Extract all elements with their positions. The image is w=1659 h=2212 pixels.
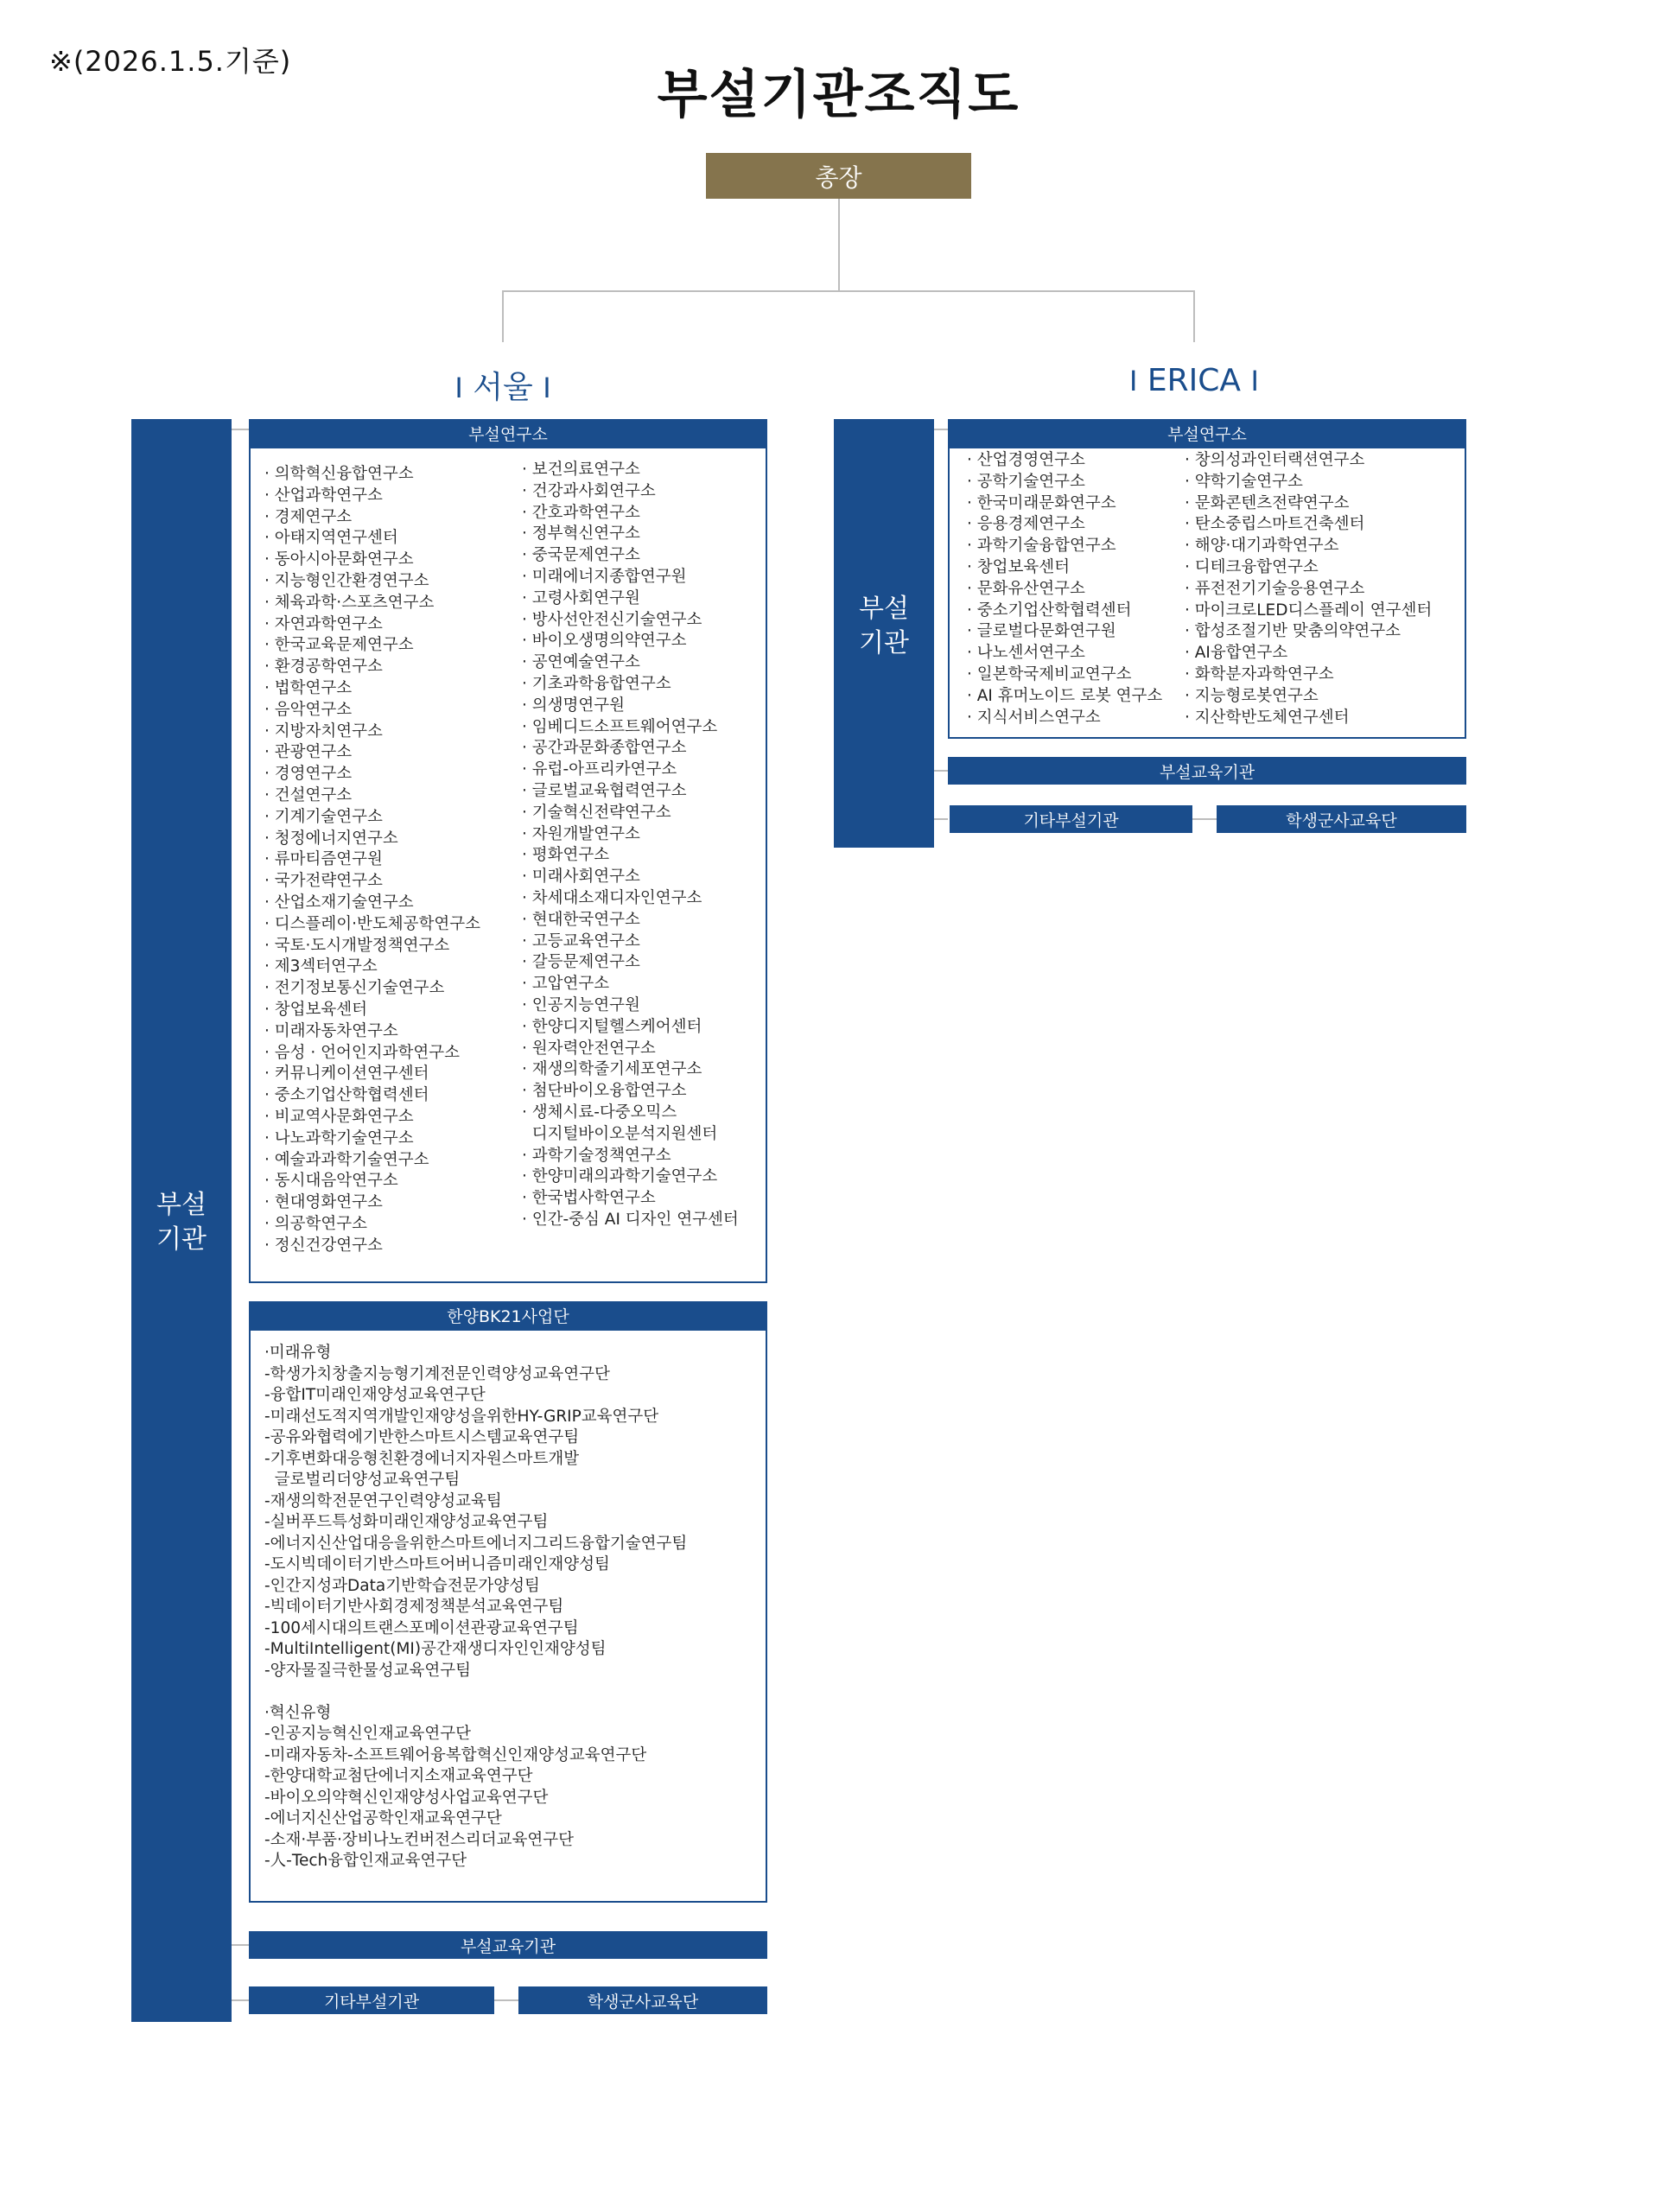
bk21-item: -실버푸드특성화미래인재양성교육연구팀 xyxy=(264,1513,549,1531)
institute-item: · 미래사회연구소 xyxy=(522,867,739,888)
institute-item: · 고압연구소 xyxy=(522,974,739,995)
institute-item: · 중국문제연구소 xyxy=(522,545,739,567)
institute-item: · 의학혁신융합연구소 xyxy=(264,464,480,486)
institute-item: · 아태지역연구센터 xyxy=(264,528,480,550)
seoul-connector-other-rotc xyxy=(494,1999,518,2001)
bk21-item: -도시빅데이터기반스마트어버니즘미래인재양성팀 xyxy=(264,1555,610,1573)
institute-item: · 고령사회연구원 xyxy=(522,588,739,610)
seoul-side-label-2: 기관 xyxy=(156,1224,207,1255)
connector-branch xyxy=(502,290,1194,292)
erica-connector-edu xyxy=(934,770,948,772)
institute-item: · 공간과문화종합연구소 xyxy=(522,738,739,760)
institute-item: · 동아시아문화연구소 xyxy=(264,550,480,571)
bk21-item: -재생의학전문연구인력양성교육팀 xyxy=(264,1491,502,1510)
institute-item: · 자연과학연구소 xyxy=(264,614,480,636)
bk21-item: -한양대학교첨단에너지소재교육연구단 xyxy=(264,1767,533,1785)
institute-item: · 관광연구소 xyxy=(264,742,480,764)
institute-item: · 법학연구소 xyxy=(264,678,480,700)
bk21-item: 글로벌리더양성교육연구팀 xyxy=(264,1471,461,1489)
institute-item: · 현대영화연구소 xyxy=(264,1192,480,1214)
institute-item: · 한국미래문화연구소 xyxy=(967,493,1162,515)
institute-item: · 정신건강연구소 xyxy=(264,1236,480,1257)
seoul-rotc[interactable]: 학생군사교육단 xyxy=(518,1986,767,2014)
seoul-bk21-header: 한양BK21사업단 xyxy=(249,1301,767,1329)
institute-item: · 유럽-아프리카연구소 xyxy=(522,760,739,781)
institute-item: · 간호과학연구소 xyxy=(522,503,739,524)
seoul-research-list-right xyxy=(522,460,739,1231)
bk21-item: -인공지능혁신인재교육연구단 xyxy=(264,1725,471,1743)
campus-title-seoul: I 서울 I xyxy=(454,370,551,405)
erica-connector-research xyxy=(934,429,948,430)
bk21-item: -MultiIntelligent(MI)공간재생디자인인재양성팀 xyxy=(264,1640,607,1658)
institute-item: · 지능형인간환경연구소 xyxy=(264,571,480,593)
institute-item: · 현대한국연구소 xyxy=(522,910,739,931)
institute-item: · 지식서비스연구소 xyxy=(967,708,1162,729)
institute-item: · 원자력안전연구소 xyxy=(522,1039,739,1060)
institute-item: · 음성 · 언어인지과학연구소 xyxy=(264,1043,480,1065)
institute-item: · 과학기술정책연구소 xyxy=(522,1146,739,1167)
erica-research-box xyxy=(948,447,1466,739)
institute-item: · 공학기술연구소 xyxy=(967,472,1162,493)
institute-item: · AI융합연구소 xyxy=(1185,643,1432,664)
bk21-item: ·혁신유형 xyxy=(264,1703,332,1722)
erica-other-institutions[interactable]: 기타부설기관 xyxy=(950,805,1192,833)
institute-item: · 퓨전전기기술응용연구소 xyxy=(1185,579,1432,601)
bk21-item: -에너지신산업대응을위한스마트에너지그리드융합기술연구팀 xyxy=(264,1534,688,1553)
institute-item: · 국토·도시개발정책연구소 xyxy=(264,936,480,957)
seoul-edu-institutions[interactable]: 부설교육기관 xyxy=(249,1931,767,1959)
erica-rotc[interactable]: 학생군사교육단 xyxy=(1217,805,1466,833)
institute-item: · 갈등문제연구소 xyxy=(522,952,739,974)
institute-item: · 나노과학기술연구소 xyxy=(264,1128,480,1150)
seoul-research-box xyxy=(249,447,767,1283)
bk21-item: -에너지신산업공학인재교육연구단 xyxy=(264,1809,502,1827)
institute-item: · AI 휴머노이드 로봇 연구소 xyxy=(967,686,1162,708)
reference-date-note: ※(2026.1.5.기준) xyxy=(49,45,292,78)
bk21-item: -학생가치창출지능형기계전문인력양성교육연구단 xyxy=(264,1364,610,1383)
bk21-spacer xyxy=(264,1681,687,1703)
institute-item: · 화학분자과학연구소 xyxy=(1185,664,1432,686)
institute-item: · 미래자동차연구소 xyxy=(264,1021,480,1043)
institute-item: · 재생의학줄기세포연구소 xyxy=(522,1059,739,1081)
institute-item: · 임베디드소프트웨어연구소 xyxy=(522,717,739,739)
institute-item: · 창업보육센터 xyxy=(264,1000,480,1021)
institute-item: · 문화콘텐츠전략연구소 xyxy=(1185,493,1432,515)
institute-item: · 한국교육문제연구소 xyxy=(264,635,480,657)
institute-item: · 첨단바이오융합연구소 xyxy=(522,1081,739,1103)
bk21-item: -미래자동차-소프트웨어융복합혁신인재양성교육연구단 xyxy=(264,1745,647,1764)
bk21-item: -인간지성과Data기반학습전문가양성팀 xyxy=(264,1576,540,1595)
institute-item: · 산업경영연구소 xyxy=(967,450,1162,472)
bk21-item: -소재·부품·장비나노컨버전스리더교육연구단 xyxy=(264,1830,574,1849)
institute-item: · 중소기업산학협력센터 xyxy=(967,601,1162,622)
institute-item: · 기초과학융합연구소 xyxy=(522,674,739,696)
institute-item: · 디스플레이·반도체공학연구소 xyxy=(264,914,480,936)
institute-item: · 공연예술연구소 xyxy=(522,652,739,674)
seoul-connector-research xyxy=(232,429,249,430)
institute-item: · 산업소재기술연구소 xyxy=(264,893,480,914)
institute-item: · 의생명연구원 xyxy=(522,696,739,717)
institute-item: · 기술혁신전략연구소 xyxy=(522,803,739,824)
bk21-item: ·미래유형 xyxy=(264,1344,332,1362)
institute-item: · 인간-중심 AI 디자인 연구센터 xyxy=(522,1210,739,1231)
institute-item: · 해양·대기과학연구소 xyxy=(1185,536,1432,557)
connector-president-down xyxy=(838,199,840,290)
bk21-item: -人-Tech융합인재교육연구단 xyxy=(264,1852,467,1870)
institute-item: · 보건의료연구소 xyxy=(522,460,739,481)
institute-item: · 환경공학연구소 xyxy=(264,657,480,678)
institute-item: · 인공지능연구원 xyxy=(522,995,739,1017)
erica-connector-other xyxy=(934,818,948,820)
bk21-item: -미래선도적지역개발인재양성을위한HY-GRIP교육연구단 xyxy=(264,1407,659,1426)
institute-item: · 탄소중립스마트건축센터 xyxy=(1185,514,1432,536)
institute-item: · 글로벌교육협력연구소 xyxy=(522,781,739,803)
institute-item: 디지털바이오분석지원센터 xyxy=(531,1124,718,1143)
seoul-research-header: 부설연구소 xyxy=(249,419,767,447)
bk21-item: -100세시대의트랜스포메이션관광교육연구팀 xyxy=(264,1618,579,1637)
seoul-bk21-list xyxy=(264,1343,687,1872)
institute-item: · 건설연구소 xyxy=(264,785,480,807)
institute-item: · 중소기업산학협력센터 xyxy=(264,1085,480,1107)
erica-side-label-1: 부설 xyxy=(859,594,909,624)
institute-item: · 한양디지털헬스케어센터 xyxy=(522,1017,739,1039)
institute-item: · 음악연구소 xyxy=(264,700,480,721)
institute-item: · 정부혁신연구소 xyxy=(522,524,739,545)
institute-item: · 지능형로봇연구소 xyxy=(1185,686,1432,708)
institute-item: · 경제연구소 xyxy=(264,507,480,529)
institute-item: · 미래에너지종합연구원 xyxy=(522,567,739,588)
president-node: 총장 xyxy=(706,153,971,199)
institute-item: · 비교역사문화연구소 xyxy=(264,1107,480,1128)
bk21-item: -바이오의약혁신인재양성사업교육연구단 xyxy=(264,1788,549,1807)
institute-item: · 디테크융합연구소 xyxy=(1185,557,1432,579)
institute-item: · 지방자치연구소 xyxy=(264,721,480,743)
institute-item: · 문화유산연구소 xyxy=(967,579,1162,601)
institute-item: · 지산학반도체연구센터 xyxy=(1185,708,1432,729)
page-title: 부설기관조직도 xyxy=(657,65,1020,125)
seoul-connector-edu xyxy=(232,1944,249,1946)
institute-item: · 산업과학연구소 xyxy=(264,486,480,507)
bk21-item: -양자물질극한물성교육연구팀 xyxy=(264,1661,471,1680)
institute-item: · 차세대소재디자인연구소 xyxy=(522,888,739,910)
institute-item: · 고등교육연구소 xyxy=(522,931,739,953)
institute-item: · 경영연구소 xyxy=(264,764,480,785)
bk21-item: -빅데이터기반사회경제정책분석교육연구팀 xyxy=(264,1598,564,1616)
erica-research-list-right xyxy=(1185,450,1432,728)
connector-erica xyxy=(1193,290,1195,342)
institute-item: · 바이오생명의약연구소 xyxy=(522,631,739,652)
institute-item: · 전기정보통신기술연구소 xyxy=(264,978,480,1000)
institute-item: · 약학기술연구소 xyxy=(1185,472,1432,493)
seoul-other-institutions[interactable]: 기타부설기관 xyxy=(249,1986,494,2014)
erica-side-label-2: 기관 xyxy=(859,628,909,658)
institute-item: · 마이크로LED디스플레이 연구센터 xyxy=(1185,601,1432,622)
institute-item: · 방사선안전신기술연구소 xyxy=(522,610,739,632)
erica-research-header: 부설연구소 xyxy=(948,419,1466,447)
institute-item: · 커뮤니케이션연구센터 xyxy=(264,1064,480,1085)
connector-seoul xyxy=(502,290,504,342)
institute-item: · 건강과사회연구소 xyxy=(522,481,739,503)
institute-item: · 체육과학·스포츠연구소 xyxy=(264,593,480,614)
institute-item: · 창업보육센터 xyxy=(967,557,1162,579)
seoul-side-label-1: 부설 xyxy=(156,1190,207,1220)
institute-item: · 동시대음악연구소 xyxy=(264,1171,480,1192)
seoul-connector-other xyxy=(232,1999,249,2001)
erica-research-list-left xyxy=(967,450,1162,728)
erica-edu-institutions[interactable]: 부설교육기관 xyxy=(948,757,1466,785)
erica-connector-other-rotc xyxy=(1192,818,1217,820)
seoul-affiliated-sidebar xyxy=(131,419,232,2022)
campus-name-seoul: 서울 xyxy=(473,370,533,405)
institute-item: · 응용경제연구소 xyxy=(967,514,1162,536)
institute-item: · 과학기술융합연구소 xyxy=(967,536,1162,557)
campus-title-erica: I ERICA I xyxy=(1129,363,1259,398)
institute-item: · 일본학국제비교연구소 xyxy=(967,664,1162,686)
campus-name-erica: ERICA xyxy=(1147,363,1242,398)
institute-item: · 자원개발연구소 xyxy=(522,824,739,846)
institute-item: · 나노센서연구소 xyxy=(967,643,1162,664)
bk21-item: -융합IT미래인재양성교육연구단 xyxy=(264,1386,486,1404)
institute-item: · 평화연구소 xyxy=(522,845,739,867)
institute-item: · 예술과과학기술연구소 xyxy=(264,1150,480,1172)
institute-item: · 생체시료-다중오믹스 xyxy=(522,1103,739,1124)
erica-affiliated-sidebar xyxy=(834,419,934,848)
bk21-item: -공유와협력에기반한스마트시스템교육연구팀 xyxy=(264,1428,580,1446)
institute-item: · 제3섹터연구소 xyxy=(264,957,480,978)
institute-item: · 류마티즘연구원 xyxy=(264,849,480,871)
institute-item: · 한국법사학연구소 xyxy=(522,1188,739,1210)
institute-item: · 합성조절기반 맞춤의약연구소 xyxy=(1185,621,1432,643)
institute-item: · 한양미래의과학기술연구소 xyxy=(522,1166,739,1188)
institute-item: · 기계기술연구소 xyxy=(264,807,480,829)
institute-item: · 국가전략연구소 xyxy=(264,871,480,893)
institute-item: · 의공학연구소 xyxy=(264,1214,480,1236)
seoul-research-list-left xyxy=(264,464,480,1256)
institute-item: · 청정에너지연구소 xyxy=(264,829,480,850)
seoul-bk21-box xyxy=(249,1329,767,1903)
institute-item: · 글로벌다문화연구원 xyxy=(967,621,1162,643)
bk21-item: -기후변화대응형친환경에너지자원스마트개발 xyxy=(264,1449,580,1468)
institute-item: · 창의성과인터랙션연구소 xyxy=(1185,450,1432,472)
